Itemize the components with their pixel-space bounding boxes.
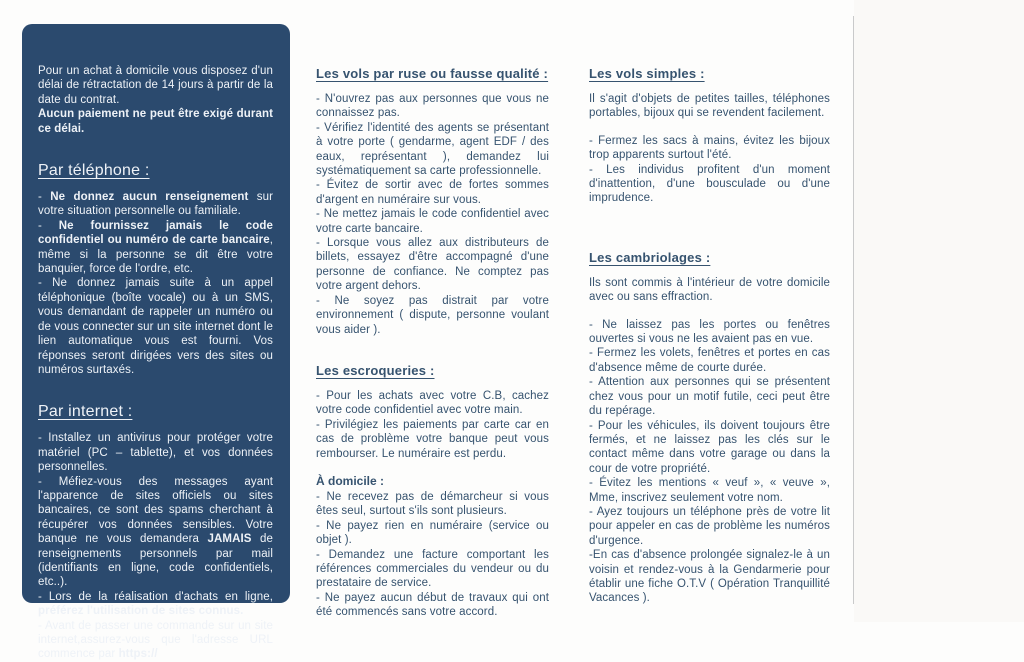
right-column <box>589 66 830 606</box>
bold-text: Ne donnez aucun renseignement <box>50 191 249 204</box>
middle-column <box>316 66 549 620</box>
text-run: - Ayez toujours un téléphone près de votre lit pour appeler en cas de problème les numéros d'urgence. <box>589 505 830 547</box>
text-run: - Ne laissez pas les portes ou fenêtres ouvertes si vous ne les avaient pas en vue. <box>589 318 830 346</box>
paragraph <box>589 346 830 375</box>
heading-par-telephone: Par téléphone : <box>38 162 150 180</box>
section-gap <box>316 461 549 474</box>
page-right-flap <box>854 0 1024 622</box>
section-gap <box>589 305 830 318</box>
paragraph <box>38 190 273 219</box>
paragraph <box>589 318 830 347</box>
text-run: - Ne soyez pas distrait par votre environnement ( dispute, personne voulant vous aider ). <box>316 294 549 336</box>
intro-warning <box>38 107 273 136</box>
section-gap <box>38 136 273 162</box>
intro-paragraph <box>38 64 273 107</box>
text-run: - Avant de passer une commande sur un site internet,assurez-vous que l'adresse URL commence par <box>38 619 273 661</box>
text-run: - Ne payez rien en numéraire (service ou objet ). <box>316 519 549 547</box>
text-run: - <box>38 219 59 232</box>
section-gap <box>589 121 830 134</box>
bold-text: JAMAIS <box>207 533 252 546</box>
paragraph <box>589 134 830 163</box>
text-run: - Ne payez aucun début de travaux qui ont été commencés sans votre accord. <box>316 591 549 619</box>
text-run: - Demandez une facture comportant les références commerciales du vendeur ou du prestataire de service. <box>316 548 549 590</box>
text-run: - Fermez les sacs à mains, évitez les bijoux trop apparents surtout l'été. <box>589 134 830 162</box>
paragraph <box>316 294 549 337</box>
paragraph <box>38 219 273 277</box>
paragraph <box>316 418 549 461</box>
text-run: - Privilégiez les paiements par carte car en cas de problème votre banque peut vous rembourser. Le numéraire est perdu. <box>316 418 549 460</box>
paragraph <box>38 619 273 662</box>
paragraph <box>589 276 830 305</box>
text-run: - Pour les véhicules, ils doivent toujours être fermés, et ne laissez pas les clés sur le contact même dans votre garage ou dans la cour de votre propriété. <box>589 419 830 475</box>
text-run: - Installez un antivirus pour protéger votre matériel (PC – tablette), et vos données personnelles. <box>38 432 273 474</box>
heading-par-internet: Par internet : <box>38 403 133 421</box>
text-run: de renseignements personnels par mail (identifiants en ligne, code confidentiels, etc..). <box>38 533 273 589</box>
text-run: - Pour les achats avec votre C.B, cachez votre code confidentiel avec votre main. <box>316 389 549 417</box>
text-run: - Vérifiez l'identité des agents se présentant à votre porte ( gendarme, agent EDF / des eaux, représentant ), demandez lui systématiquement sa carte professionnelle. <box>316 121 549 178</box>
text-run: - Les individus profitent d'un moment d'inattention, d'une bousculade ou d'une imprudence. <box>589 163 830 205</box>
text-run: - Ne donnez jamais suite à un appel téléphonique (boîte vocale) ou à un SMS, vous demandant de rappeler un numéro ou de vous connecter sur un site internet dont le lien automatique vous est fourni. Vos réponses seront dirigées vers des sites ou numéros surtaxés. <box>38 277 273 376</box>
heading-vols-simples: Les vols simples : <box>589 66 705 81</box>
paragraph <box>589 92 830 121</box>
text-run: - N'ouvrez pas aux personnes que vous ne connaissez pas. <box>316 93 549 120</box>
heading-vols-par-ruse: Les vols par ruse ou fausse qualité : <box>316 66 549 81</box>
paragraph <box>316 548 549 591</box>
paragraph <box>316 591 549 620</box>
bold-text: préférez l'utilisation de sites connus. <box>38 605 244 618</box>
heading-cambriolages: Les cambriolages : <box>589 249 711 265</box>
text-run: - Attention aux personnes qui se présentent chez vous pour un motif futile, ceci peut être du repérage. <box>589 376 830 418</box>
paragraph <box>38 431 273 474</box>
paragraph <box>316 389 549 418</box>
paragraph <box>316 121 549 179</box>
paragraph <box>316 92 549 121</box>
paragraph <box>316 207 549 236</box>
text-run: - Méfiez-vous des messages ayant l'apparence de sites officiels ou sites bancaires, ce sont des spams cherchant à récupérer vos données sensibles. Votre banque ne vous demandera <box>38 475 273 546</box>
bold-text: Ne fournissez jamais le code confidentiel ou numéro de carte bancaire <box>38 219 273 247</box>
paragraph <box>589 505 830 548</box>
subheading-a-domicile: À domicile : <box>316 473 385 488</box>
paragraph <box>38 276 273 377</box>
text-run: sur votre situation personnelle ou familiale. <box>38 191 273 218</box>
heading-escroqueries: Les escroqueries : <box>316 362 435 378</box>
text-run: - Ne recevez pas de démarcheur si vous êtes seul, surtout s'ils sont plusieurs. <box>316 490 549 518</box>
text-run: Il s'agit d'objets de petites tailles, téléphones portables, bijoux qui se revendent facilement. <box>589 93 830 120</box>
paragraph <box>316 236 549 294</box>
paragraph <box>589 419 830 477</box>
text-run: - Ne mettez jamais le code confidentiel avec votre carte bancaire. <box>316 208 549 235</box>
text-run: - Lors de la réalisation d'achats en ligne, <box>38 590 273 603</box>
bold-text: Aucun paiement ne peut être exigé durant ce délai. <box>38 108 273 135</box>
paragraph <box>38 475 273 590</box>
paragraph <box>589 163 830 206</box>
text-run: , même si la personne se dit être votre banquier, force de l'ordre, etc. <box>38 234 273 276</box>
paragraph <box>38 590 273 619</box>
paragraph <box>316 178 549 207</box>
text-run: -En cas d'absence prolongée signalez-le à un voisin et rendez-vous à la Gendarmerie pour établir une fiche O.T.V ( Opération Tranquillité Vacances ). <box>589 549 830 605</box>
section-gap <box>589 206 830 250</box>
section-gap <box>316 337 549 363</box>
text-run: Ils sont commis à l'intérieur de votre domicile avec ou sans effraction. <box>589 276 830 304</box>
text-run: - Évitez les mentions « veuf », « veuve », Mme, inscrivez seulement votre nom. <box>589 477 830 504</box>
text-run: - <box>38 191 51 204</box>
paragraph <box>589 375 830 418</box>
text-run: - Fermez les volets, fenêtres et portes en cas d'absence même de courte durée. <box>589 347 830 374</box>
paragraph <box>589 476 830 505</box>
text-run: - Lorsque vous allez aux distributeurs de billets, essayez d'être accompagné d'une personne de confiance. Ne comptez pas votre argent dehors. <box>316 237 549 293</box>
bold-text: https:// <box>118 648 158 661</box>
left-panel <box>22 24 290 661</box>
page-fold-line <box>853 16 854 604</box>
paragraph <box>316 490 549 519</box>
section-gap <box>38 377 273 403</box>
paragraph <box>589 548 830 606</box>
paragraph <box>316 519 549 548</box>
text-run: - Évitez de sortir avec de fortes sommes d'argent en numéraire sur vous. <box>316 179 549 206</box>
text-run: Pour un achat à domicile vous disposez d'un délai de rétractation de 14 jours à partir de la date du contrat. <box>38 65 273 106</box>
